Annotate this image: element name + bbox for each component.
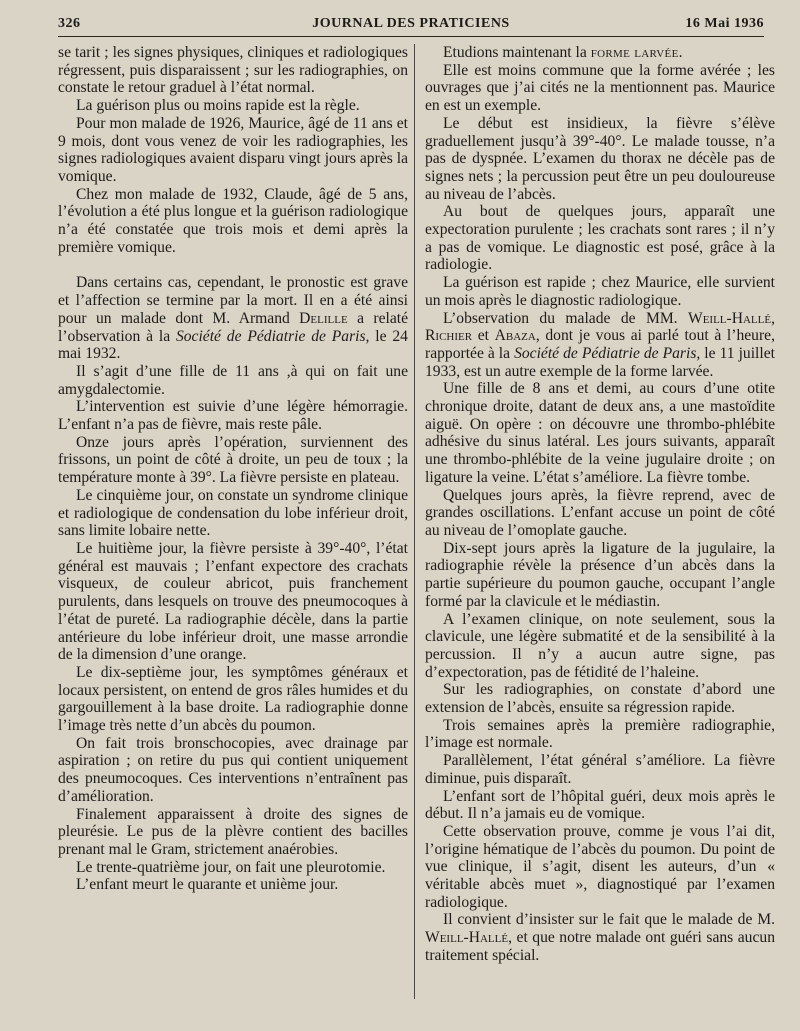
paragraph: Au bout de quelques jours, apparaît une expectoration purulente ; les crachats sont rares ; il n’y a pas de vomique. Le diagnostic est posé, grâce à la radiologie. [425, 203, 775, 274]
author-name: Abaza [494, 327, 536, 345]
text-run: le 11 juillet 1933, est un autre exemple de la forme larvée. [425, 344, 775, 380]
paragraph: Trois semaines après la première radiographie, l’image est normale. [425, 716, 775, 752]
paragraph: Parallèlement, l’état général s’améliore. La fièvre diminue, puis disparaît. [425, 752, 775, 787]
text-run: , [771, 309, 775, 327]
paragraph: L’enfant meurt le quarante et unième jour. [76, 876, 339, 894]
journal-title: JOURNAL DES PRATICIENS [312, 16, 510, 31]
left-column [58, 44, 408, 894]
paragraph: Le trente-quatrième jour, on fait une pleurotomie. [76, 858, 386, 876]
text-run: Etudions maintenant la [443, 44, 591, 61]
text-run: Il convient d’insister sur le fait que le malade de M. [443, 911, 775, 929]
paragraph: se tarit ; les signes physiques, cliniques et radiologiques régressent, puis disparaissent ; sur les radiographies, on constate le retour graduel à l’état normal. [58, 44, 408, 97]
text-run: , dont je vous ai parlé tout à l’heure, rapportée à la [425, 327, 775, 362]
paragraph: Onze jours après l’opération, surviennent des frissons, un point de côté à droite, un peu de toux ; la température monte à 39°. La fièvre persiste en plateau. [58, 433, 408, 487]
paragraph: Chez mon malade de 1932, Claude, âgé de 5 ans, l’évolution a été plus longue et la guérison radiologique n’a été constatée que trois mois et demi après la première vomique. [58, 185, 408, 256]
paragraph: Dix-sept jours après la ligature de la jugulaire, la radiographie révèle la présence d’un abcès dans la partie supérieure du poumon gauche, occupant l’angle formé par la clavicule et le médiastin. [425, 539, 775, 610]
author-name: Delille [299, 309, 348, 327]
author-name: Richier [425, 327, 473, 345]
paragraph: Finalement apparaissent à droite des signes de pleurésie. Le pus de la plèvre contient des bacilles prenant mal le Gram, strictement anaérobies. [58, 805, 408, 858]
paragraph: La guérison est rapide ; chez Maurice, elle survient un mois après le diagnostic radiologique. [425, 274, 775, 309]
section-intro [425, 44, 775, 62]
society-name: Société de Pédiatrie de Paris, [175, 327, 370, 345]
paragraph: Le dix-septième jour, les symptômes généraux et locaux persistent, on entend de gros râles humides et du gargouillement à la base droite. La radiographie donne l’image très nette d’un abcès du poumon. [58, 663, 408, 735]
paragraph: Il s’agit d’une fille de 11 ans ,à qui on fait une amygdalectomie. [58, 362, 408, 398]
paragraph: On fait trois bronschocopies, avec drainage par aspiration ; on retire du pus qui contient uniquement des pneumocoques. Ces interventions n’entraînent pas d’amélioration. [58, 734, 408, 805]
paragraph: Pour mon malade de 1926, Maurice, âgé de 11 ans et 9 mois, dont vous venez de voir les radiographies, les signes radiologiques avaient disparu vingt jours après la vomique. [58, 114, 408, 185]
text-run: Dans certains cas, cependant, le pronostic est grave et l’affection se termine par la mort. Il en a été ainsi pour un malade dont M. Armand [58, 274, 408, 327]
paragraph: L’intervention est suivie d’une légère hémorragie. L’enfant n’a pas de fièvre, mais reste pâle. [58, 398, 408, 434]
author-name: Weill-Hallé [425, 929, 509, 947]
text-run: L’observation du malade de MM. [443, 309, 688, 327]
paragraph: A l’examen clinique, on note seulement, sous la clavicule, une légère submatité et de la sensibilité à la percussion. Il n’y a aucun autre signe, pas d’expectoration, pas de fétidité de l’haleine. [425, 610, 775, 681]
paragraph [425, 310, 775, 381]
paragraph: Une fille de 8 ans et demi, au cours d’une otite chronique droite, datant de deux ans, a une mastoïdite aiguë. On opère : on découvre une thrombo-phlébite adhésive du sinus latéral. Les jours suivants, apparaît une thrombo-phlébite de la veine jugulaire droite ; on ligature la veine. L’état s’améliore. La fièvre tombe. [425, 380, 775, 486]
running-header [58, 14, 764, 36]
society-name: Société de Pédiatrie de Paris, [514, 344, 701, 362]
column-divider [414, 44, 415, 999]
header-rule [58, 36, 764, 37]
paragraph [58, 274, 408, 363]
paragraph [425, 911, 775, 964]
paragraph: Quelques jours après, la fièvre reprend, avec de grandes oscillations. L’enfant accuse un point de côté au niveau de l’omoplate gauche. [425, 486, 775, 539]
page-number: 326 [58, 16, 81, 31]
text-run: et [472, 327, 495, 345]
text-run: a relaté l’observation à la [58, 309, 408, 345]
author-name: Weill-Hallé [687, 309, 772, 327]
paragraph: Le cinquième jour, on constate un syndrome clinique et radiologique de condensation du lobe inférieur droit, sans limite lobaire nette. [58, 486, 408, 540]
right-column [425, 44, 775, 965]
text-run: , et que notre malade ont guéri sans aucun traitement spécial. [425, 929, 775, 964]
paragraph: Sur les radiographies, on constate d’abord une extension de l’abcès, ensuite sa régression rapide. [425, 681, 775, 717]
paragraph: Le début est insidieux, la fièvre s’élève graduellement jusqu’à 39°-40°. Le malade tousse, n’a pas de dyspnée. L’examen du thorax ne décèle pas de signes nets ; la percussion peut être un peu douloureuse au niveau de l’abcès. [425, 114, 775, 203]
paragraph: Elle est moins commune que la forme avérée ; les ouvrages que j’ai cités ne la mentionnent pas. Maurice en est un exemple. [425, 61, 775, 115]
section-term: forme larvée. [590, 44, 683, 61]
paragraph: Le huitième jour, la fièvre persiste à 39°-40°, l’état général est mauvais ; l’enfant expectore des crachats visqueux, de couleur abricot, puis franchement purulents, dans lesquels on trouve des pneumocoques à l’état de pureté. La radiographie décèle, dans la partie antérieure du lobe inférieur droit, une masse arrondie de la dimension d’une orange. [58, 539, 408, 664]
text-run: le 24 mai 1932. [58, 327, 408, 363]
paragraph: L’enfant sort de l’hôpital guéri, deux mois après le début. Il n’a jamais eu de vomique. [425, 787, 775, 823]
paragraph: Cette observation prouve, comme je vous l’ai dit, l’origine hématique de l’abcès du poumon. Du point de vue clinique, il s’agit, disent les auteurs, d’un « véritable abcès muet », diagnostiqué par l’examen radiologique. [425, 822, 775, 911]
paragraph: La guérison plus ou moins rapide est la règle. [76, 97, 360, 115]
issue-date: 16 Mai 1936 [685, 16, 764, 31]
